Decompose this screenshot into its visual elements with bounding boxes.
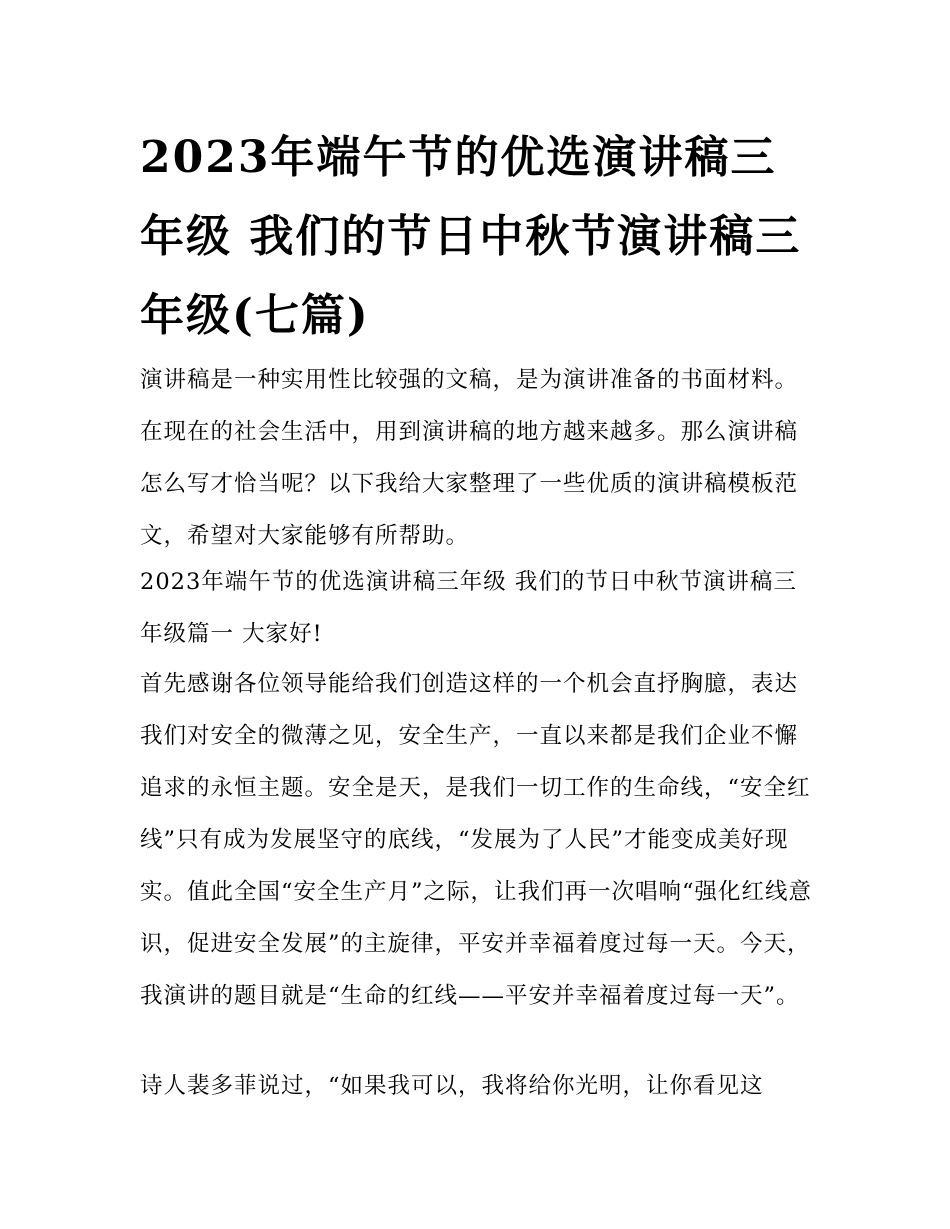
- body-paragraph: 首先感谢各位领导能给我们创造这样的一个机会直抒胸臆，表达我们对安全的微薄之见，安全生产，一直以来都是我们企业不懈追求的永恒主题。安全是天，是我们一切工作的生命线，“安全红线”只有成为发展坚守的底线，“发展为了人民”才能变成美好现实。值此全国“安全生产月”之际，让我们再一次唱响“强化红线意识，促进安全发展”的主旋律，平安并幸福着度过每一天。今天，我演讲的题目就是“生命的红线——平安并幸福着度过每一天”。: [140, 671, 813, 1009]
- document-title: 2023年端午节的优选演讲稿三年级 我们的节日中秋节演讲稿三年级(七篇): [140, 132, 802, 341]
- intro-paragraph: 演讲稿是一种实用性比较强的文稿，是为演讲准备的书面材料。在现在的社会生活中，用到演讲稿的地方越来越多。那么演讲稿怎么写才恰当呢？以下我给大家整理了一些优质的演讲稿模板范文，希望对大家能够有所帮助。: [140, 367, 799, 549]
- section-heading-paragraph: 2023年端午节的优选演讲稿三年级 我们的节日中秋节演讲稿三年级篇一 大家好!: [140, 569, 797, 647]
- body-paragraph-continued: 诗人裴多菲说过，“如果我可以，我将给你光明，让你看见这: [140, 1073, 764, 1099]
